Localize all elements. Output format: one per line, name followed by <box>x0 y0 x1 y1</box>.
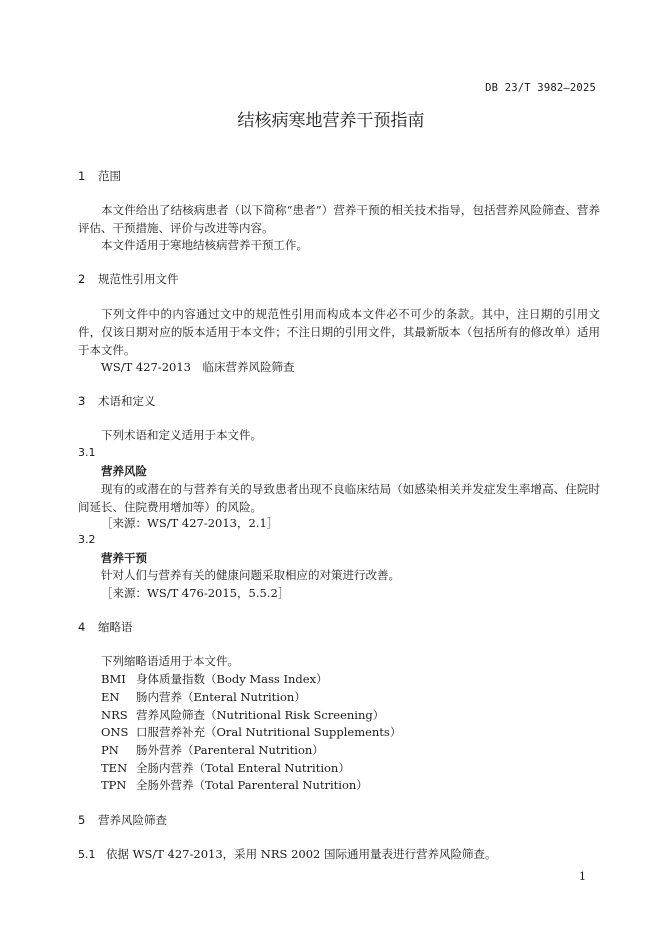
term-3-2-source: ［来源：WS/T 476-2015，5.5.2］ <box>101 586 290 600</box>
section-title: 术语和定义 <box>98 394 156 408</box>
term-3-1-title: 营养风险 <box>101 464 147 478</box>
abbreviation-item <box>101 689 306 705</box>
abbreviation: TPN <box>101 778 127 792</box>
section-title: 范围 <box>98 169 121 183</box>
term-3-2-title: 营养干预 <box>101 551 147 565</box>
abbreviation: TEN <box>101 761 128 775</box>
section-number: 1 <box>78 169 86 183</box>
abbreviation-definition: 口服营养补充（Oral Nutritional Supplements） <box>136 725 402 739</box>
section-title: 营养风险筛查 <box>98 813 167 827</box>
document-number: DB 23/T 3982—2025 <box>485 82 596 94</box>
abbreviation: PN <box>101 743 119 757</box>
abbreviation-item <box>101 671 328 687</box>
section-number: 2 <box>78 272 86 286</box>
abbreviation-definition: 身体质量指数（Body Mass Index） <box>136 672 328 686</box>
clause-number: 5.1 <box>78 848 96 861</box>
clause-5-1 <box>78 846 497 862</box>
section-number: 5 <box>78 813 86 827</box>
abbreviation: ONS <box>101 725 129 739</box>
abbreviation-definition: 肠内营养（Enteral Nutrition） <box>136 690 306 704</box>
section-3-intro: 下列术语和定义适用于本文件。 <box>101 428 262 442</box>
abbreviation-item <box>101 760 350 776</box>
abbreviation: BMI <box>101 672 126 686</box>
term-3-1-number: 3.1 <box>78 446 96 459</box>
section-4-heading <box>78 619 133 635</box>
abbreviation-definition: 营养风险筛查（Nutritional Risk Screening） <box>136 708 385 722</box>
section-1-heading <box>78 168 121 184</box>
section-3-heading <box>78 393 156 409</box>
clause-text: 依据 WS/T 427-2013，采用 NRS 2002 国际通用量表进行营养风险筛查。 <box>106 847 497 861</box>
section-title: 规范性引用文件 <box>98 272 179 286</box>
abbreviation-item <box>101 724 401 740</box>
abbreviation-definition: 全肠内营养（Total Enteral Nutrition） <box>136 761 350 775</box>
term-3-2-definition: 针对人们与营养有关的健康问题采取相应的对策进行改善。 <box>101 568 400 582</box>
term-3-1-source: ［来源：WS/T 427-2013，2.1］ <box>101 516 279 530</box>
document-title: 结核病寒地营养干预指南 <box>237 111 425 131</box>
abbreviation-item <box>101 742 324 758</box>
section-1-paragraph-2: 本文件适用于寒地结核病营养干预工作。 <box>101 238 308 252</box>
section-5-heading <box>78 812 167 828</box>
abbreviation: EN <box>101 690 120 704</box>
section-number: 4 <box>78 620 86 634</box>
section-title: 缩略语 <box>98 620 133 634</box>
abbreviation-definition: 全肠外营养（Total Parenteral Nutrition） <box>136 778 368 792</box>
section-4-intro: 下列缩略语适用于本文件。 <box>101 654 239 668</box>
abbreviation: NRS <box>101 708 128 722</box>
abbreviation-item <box>101 777 368 793</box>
section-2-paragraph: 下列文件中的内容通过文中的规范性引用而构成本文件必不可少的条款。其中，注日期的引用文件，仅该日期对应的版本适用于本文件；不注日期的引用文件，其最新版本（包括所有的修改单）适用于本文件。 <box>78 307 600 357</box>
abbreviation-item <box>101 707 384 723</box>
term-3-1-definition: 现有的或潜在的与营养有关的导致患者出现不良临床结局（如感染相关并发症发生率增高、住院时间延长、住院费用增加等）的风险。 <box>78 482 600 514</box>
term-3-2-number: 3.2 <box>78 533 96 546</box>
section-number: 3 <box>78 394 86 408</box>
section-1-paragraph-1: 本文件给出了结核病患者（以下简称“患者”）营养干预的相关技术指导，包括营养风险筛查、营养评估、干预措施、评价与改进等内容。 <box>78 203 600 235</box>
page-number: 1 <box>579 870 586 883</box>
normative-reference: WS/T 427-2013 临床营养风险筛查 <box>101 360 295 374</box>
section-2-heading <box>78 271 179 287</box>
abbreviation-definition: 肠外营养（Parenteral Nutrition） <box>136 743 324 757</box>
